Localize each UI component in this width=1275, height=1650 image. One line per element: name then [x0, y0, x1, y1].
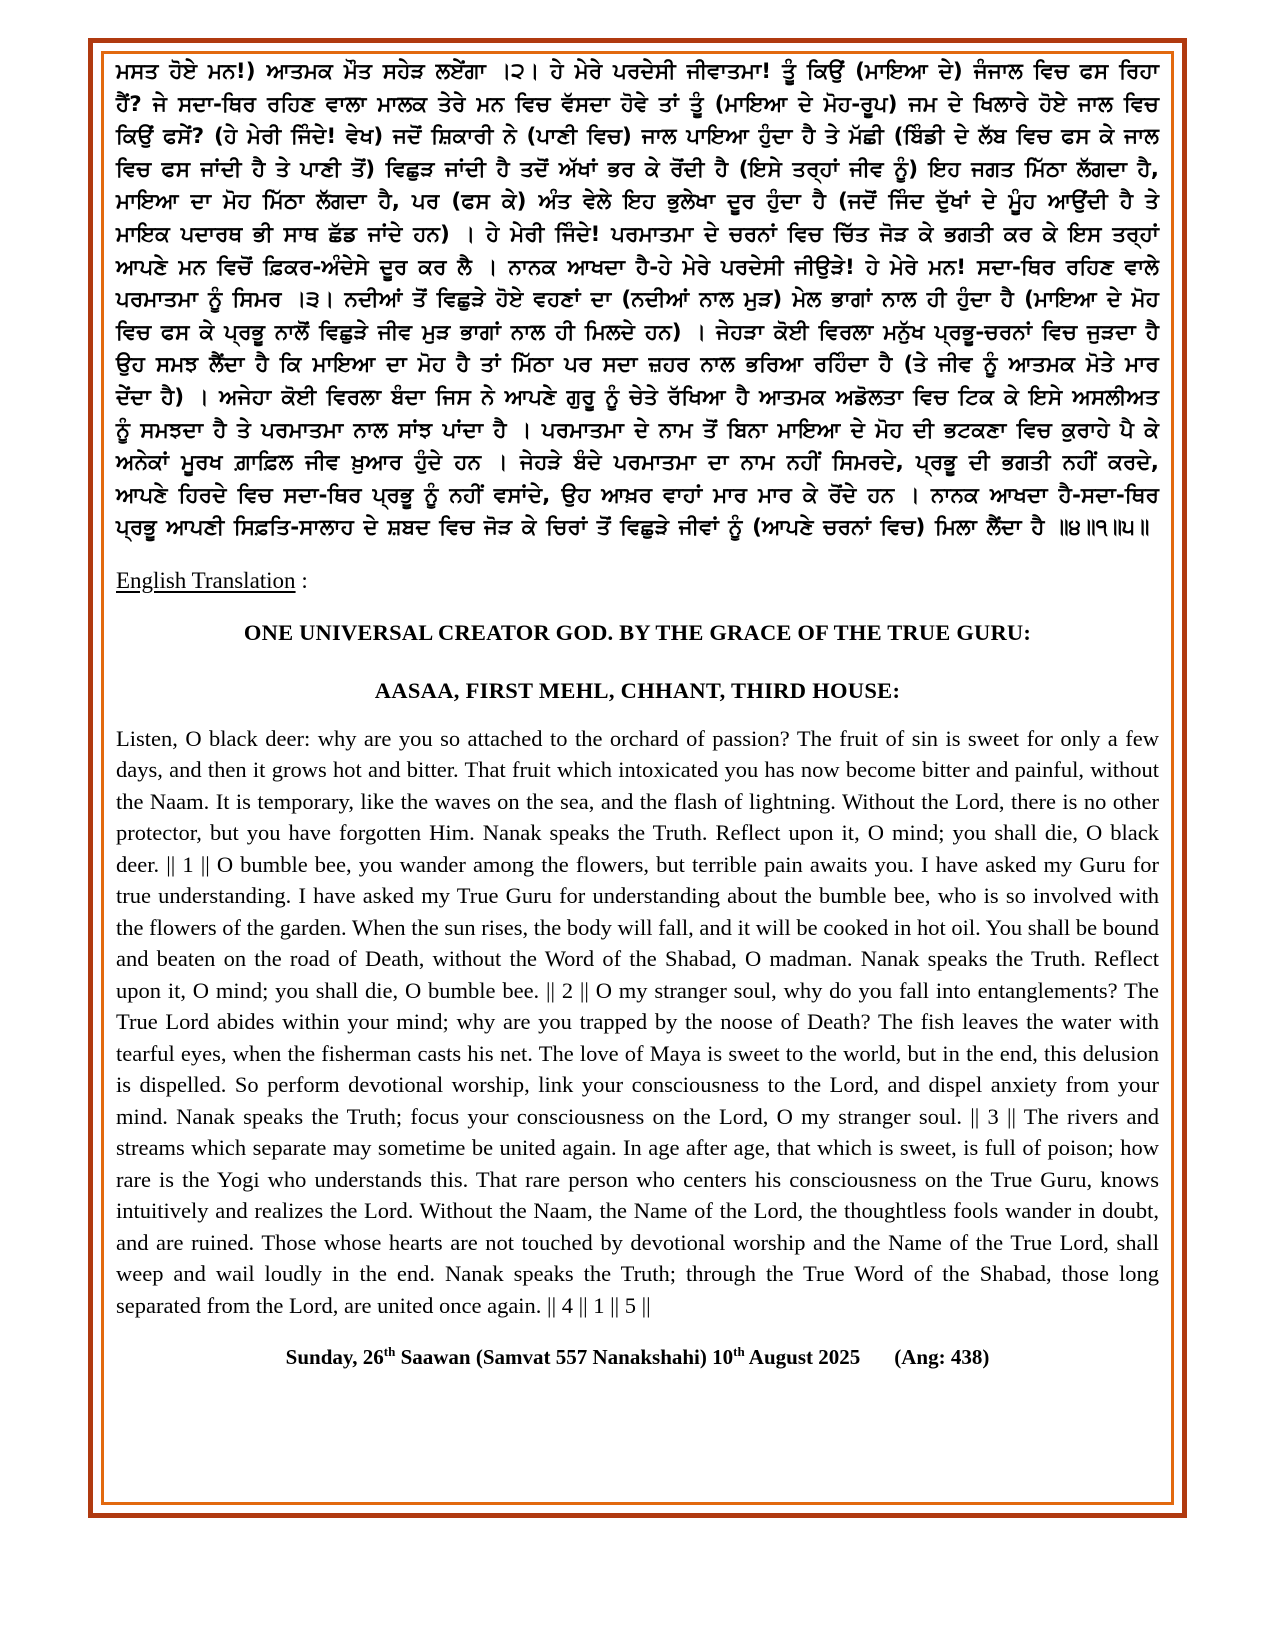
footer-nanakshahi-month: Saawan (Samvat 557 Nanakshahi)	[395, 1345, 713, 1370]
english-translation-colon: :	[295, 567, 308, 593]
mul-mantar-heading: ONE UNIVERSAL CREATOR GOD. BY THE GRACE OF THE TRUE GURU:	[243, 619, 1032, 645]
footer-date-line	[116, 1343, 1159, 1371]
english-translation-body: Listen, O black deer: why are you so attached to the orchard of passion? The fruit of sin is sweet for only a few days, and then it grows hot and bitter. That fruit which intoxicated you has now become bitter and painful, without the Naam. It is temporary, like the waves on the sea, and the flash of lightning. Without the Lord, there is no other protector, but you have forgotten Him. Nanak speaks the Truth. Reflect upon it, O mind; you shall die, O black deer. || 1 || O bumble bee, you wander among the flowers, but terrible pain awaits you. I have asked my Guru for true understanding. I have asked my True Guru for understanding about the bumble bee, who is so involved with the flowers of the garden. When the sun rises, the body will fall, and it will be cooked in hot oil. You shall be bound and beaten on the road of Death, without the Word of the Shabad, O madman. Nanak speaks the Truth. Reflect upon it, O mind; you shall die, O bumble bee. || 2 || O my stranger soul, why do you fall into entanglements? The True Lord abides within your mind; why are you trapped by the noose of Death? The fish leaves the water with tearful eyes, when the fisherman casts his net. The love of Maya is sweet to the world, but in the end, this delusion is dispelled. So perform devotional worship, link your consciousness to the Lord, and dispel anxiety from your mind. Nanak speaks the Truth; focus your consciousness on the Lord, O my stranger soul. || 3 || The rivers and streams which separate may sometime be united again. In age after age, that which is sweet, is full of poison; how rare is the Yogi who understands this. That rare person who centers his consciousness on the True Guru, knows intuitively and realizes the Lord. Without the Naam, the Name of the Lord, the thoughtless fools wander in doubt, and are ruined. Those whose hearts are not touched by devotional worship and the Name of the True Lord, shall weep and wail loudly in the end. Nanak speaks the Truth; through the True Word of the Shabad, those long separated from the Lord, are united once again. || 4 || 1 || 5 ||	[116, 725, 1159, 1318]
page-content	[116, 56, 1159, 1500]
footer-ang-reference: (Ang: 438)	[894, 1345, 990, 1370]
raag-heading: AASAA, FIRST MEHL, CHHANT, THIRD HOUSE:	[374, 677, 901, 703]
footer-gregorian-rest: August 2025	[744, 1345, 861, 1370]
gurmukhi-scripture-text: ਮਸਤ ਹੋਏ ਮਨ!) ਆਤਮਕ ਮੌਤ ਸਹੇੜ ਲਏਂਗਾ ।੨। ਹੇ ਮੇਰੇ ਪਰਦੇਸੀ ਜੀਵਾਤਮਾ! ਤੂੰ ਕਿਉਂ (ਮਾਇਆ ਦੇ) ਜੰਜਾਲ ਵਿਚ ਫਸ ਰਿਹਾ ਹੈਂ? ਜੇ ਸਦਾ-ਥਿਰ ਰਹਿਣ ਵਾਲਾ ਮਾਲਕ ਤੇਰੇ ਮਨ ਵਿਚ ਵੱਸਦਾ ਹੋਵੇ ਤਾਂ ਤੂੰ (ਮਾਇਆ ਦੇ ਮੋਹ-ਰੂਪ) ਜਮ ਦੇ ਖਿਲਾਰੇ ਹੋਏ ਜਾਲ ਵਿਚ ਕਿਉਂ ਫਸੇਂ? (ਹੇ ਮੇਰੀ ਜਿੰਦੇ! ਵੇਖ) ਜਦੋਂ ਸ਼ਿਕਾਰੀ ਨੇ (ਪਾਣੀ ਵਿਚ) ਜਾਲ ਪਾਇਆ ਹੁੰਦਾ ਹੈ ਤੇ ਮੱਛੀ (ਬਿੰਡੀ ਦੇ ਲੱਬ ਵਿਚ ਫਸ ਕੇ ਜਾਲ ਵਿਚ ਫਸ ਜਾਂਦੀ ਹੈ ਤੇ ਪਾਣੀ ਤੋਂ) ਵਿਛੁੜ ਜਾਂਦੀ ਹੈ ਤਦੋਂ ਅੱਖਾਂ ਭਰ ਕੇ ਰੋਂਦੀ ਹੈ (ਇਸੇ ਤਰ੍ਹਾਂ ਜੀਵ ਨੂੰ) ਇਹ ਜਗਤ ਮਿੱਠਾ ਲੱਗਦਾ ਹੈ, ਮਾਇਆ ਦਾ ਮੋਹ ਮਿੱਠਾ ਲੱਗਦਾ ਹੈ, ਪਰ (ਫਸ ਕੇ) ਅੰਤ ਵੇਲੇ ਇਹ ਭੁਲੇਖਾ ਦੂਰ ਹੁੰਦਾ ਹੈ (ਜਦੋਂ ਜਿੰਦ ਦੁੱਖਾਂ ਦੇ ਮੂੰਹ ਆਉਂਦੀ ਹੈ ਤੇ ਮਾਇਕ ਪਦਾਰਥ ਭੀ ਸਾਥ ਛੱਡ ਜਾਂਦੇ ਹਨ) । ਹੇ ਮੇਰੀ ਜਿੰਦੇ! ਪਰਮਾਤਮਾ ਦੇ ਚਰਨਾਂ ਵਿਚ ਚਿੱਤ ਜੋੜ ਕੇ ਭਗਤੀ ਕਰ ਕੇ ਇਸ ਤਰ੍ਹਾਂ ਆਪਣੇ ਮਨ ਵਿਚੋਂ ਫ਼ਿਕਰ-ਅੰਦੇਸੇ ਦੂਰ ਕਰ ਲੈ । ਨਾਨਕ ਆਖਦਾ ਹੈ-ਹੇ ਮੇਰੇ ਪਰਦੇਸੀ ਜੀਉੜੇ! ਹੇ ਮੇਰੇ ਮਨ! ਸਦਾ-ਥਿਰ ਰਹਿਣ ਵਾਲੇ ਪਰਮਾਤਮਾ ਨੂੰ ਸਿਮਰ ।੩। ਨਦੀਆਂ ਤੋਂ ਵਿਛੁੜੇ ਹੋਏ ਵਹਣਾਂ ਦਾ (ਨਦੀਆਂ ਨਾਲ ਮੁੜ) ਮੇਲ ਭਾਗਾਂ ਨਾਲ ਹੀ ਹੁੰਦਾ ਹੈ (ਮਾਇਆ ਦੇ ਮੋਹ ਵਿਚ ਫਸ ਕੇ ਪ੍ਰਭੂ ਨਾਲੋਂ ਵਿਛੁੜੇ ਜੀਵ ਮੁੜ ਭਾਗਾਂ ਨਾਲ ਹੀ ਮਿਲਦੇ ਹਨ) । ਜੇਹੜਾ ਕੋਈ ਵਿਰਲਾ ਮਨੁੱਖ ਪ੍ਰਭੂ-ਚਰਨਾਂ ਵਿਚ ਜੁੜਦਾ ਹੈ ਉਹ ਸਮਝ ਲੈਂਦਾ ਹੈ ਕਿ ਮਾਇਆ ਦਾ ਮੋਹ ਹੈ ਤਾਂ ਮਿੱਠਾ ਪਰ ਸਦਾ ਜ਼ਹਰ ਨਾਲ ਭਰਿਆ ਰਹਿੰਦਾ ਹੈ (ਤੇ ਜੀਵ ਨੂੰ ਆਤਮਕ ਮੋਤੇ ਮਾਰ ਦੇਂਦਾ ਹੈ) । ਅਜੇਹਾ ਕੋਈ ਵਿਰਲਾ ਬੰਦਾ ਜਿਸ ਨੇ ਆਪਣੇ ਗੁਰੂ ਨੂੰ ਚੇਤੇ ਰੱਖਿਆ ਹੈ ਆਤਮਕ ਅਡੋਲਤਾ ਵਿਚ ਟਿਕ ਕੇ ਇਸੇ ਅਸਲੀਅਤ ਨੂੰ ਸਮਝਦਾ ਹੈ ਤੇ ਪਰਮਾਤਮਾ ਨਾਲ ਸਾਂਝ ਪਾਂਦਾ ਹੈ । ਪਰਮਾਤਮਾ ਦੇ ਨਾਮ ਤੋਂ ਬਿਨਾ ਮਾਇਆ ਦੇ ਮੋਹ ਦੀ ਭਟਕਣਾ ਵਿਚ ਕੁਰਾਹੇ ਪੈ ਕੇ ਅਨੇਕਾਂ ਮੂਰਖ ਗ਼ਾਫ਼ਿਲ ਜੀਵ ਖ਼ੁਆਰ ਹੁੰਦੇ ਹਨ । ਜੇਹੜੇ ਬੰਦੇ ਪਰਮਾਤਮਾ ਦਾ ਨਾਮ ਨਹੀਂ ਸਿਮਰਦੇ, ਪ੍ਰਭੂ ਦੀ ਭਗਤੀ ਨਹੀਂ ਕਰਦੇ, ਆਪਣੇ ਹਿਰਦੇ ਵਿਚ ਸਦਾ-ਥਿਰ ਪ੍ਰਭੂ ਨੂੰ ਨਹੀਂ ਵਸਾਂਦੇ, ਉਹ ਆਖ਼ਰ ਵਾਹਾਂ ਮਾਰ ਮਾਰ ਕੇ ਰੋਂਦੇ ਹਨ । ਨਾਨਕ ਆਖਦਾ ਹੈ-ਸਦਾ-ਥਿਰ ਪ੍ਰਭੂ ਆਪਣੀ ਸਿਫ਼ਤਿ-ਸਾਲਾਹ ਦੇ ਸ਼ਬਦ ਵਿਚ ਜੋੜ ਕੇ ਚਿਰਾਂ ਤੋਂ ਵਿਛੁੜੇ ਜੀਵਾਂ ਨੂੰ (ਆਪਣੇ ਚਰਨਾਂ ਵਿਚ) ਮਿਲਾ ਲੈਂਦਾ ਹੈ ॥੪॥੧॥੫॥	[116, 59, 1159, 541]
footer-gregorian-suffix: th	[733, 1344, 745, 1360]
english-translation-label: English Translation	[116, 567, 296, 593]
footer-weekday: Sunday,	[285, 1345, 363, 1370]
english-translation-heading	[116, 567, 1159, 595]
footer-day-number: 26	[362, 1345, 384, 1370]
footer-gregorian-day: 10	[712, 1345, 734, 1370]
footer-day-suffix: th	[383, 1344, 396, 1360]
